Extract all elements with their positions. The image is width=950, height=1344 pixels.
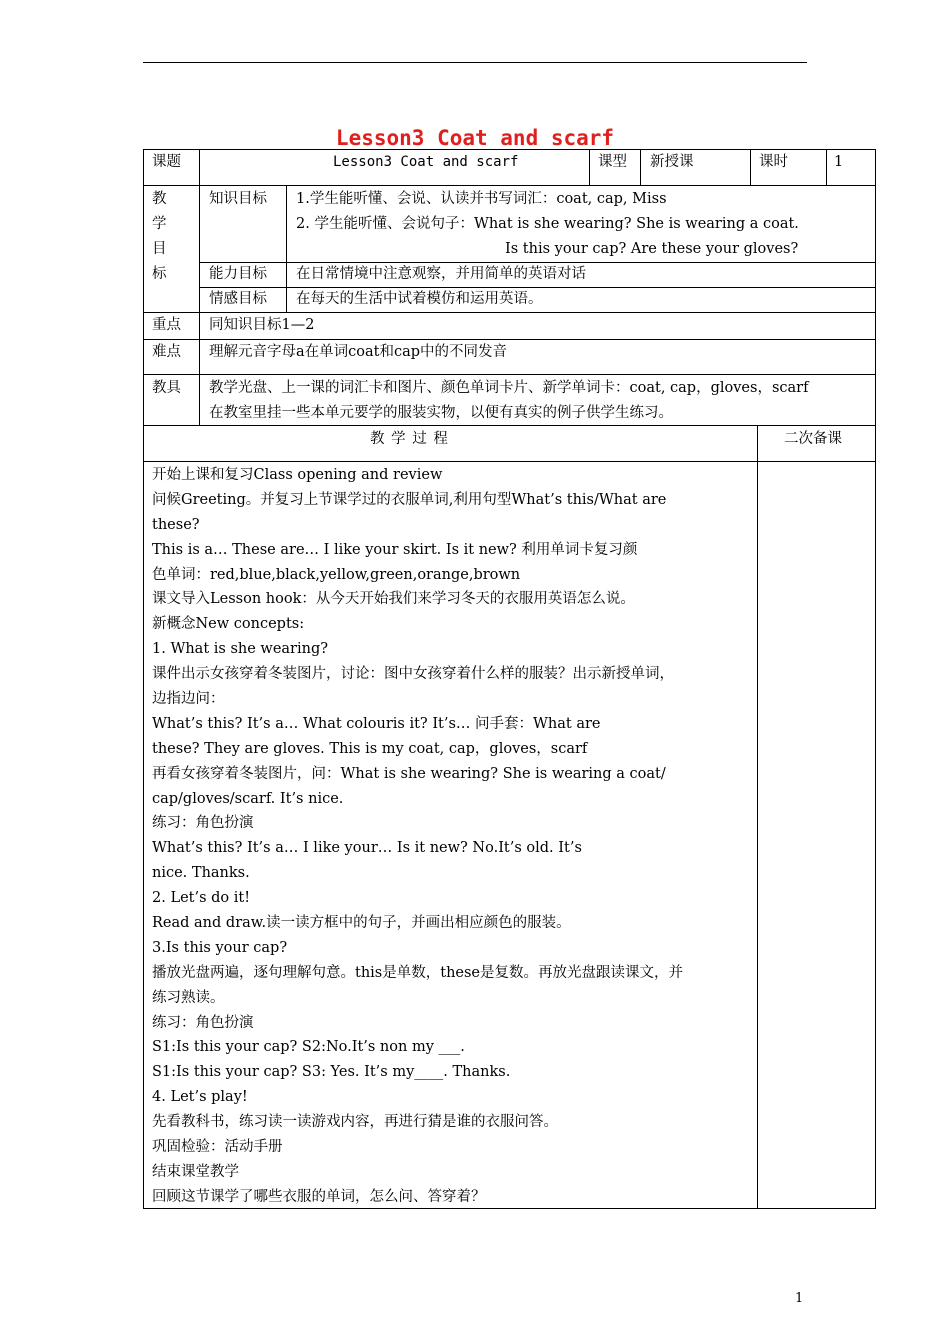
materials-line: 教学光盘、上一课的词汇卡和图片、颜色单词卡片、新学单词卡：coat, cap，gloves，scarf	[209, 380, 809, 396]
materials-line: 在教室里挂一些本单元要学的服装实物，以便有真实的例子供学生练习。	[209, 405, 673, 421]
process-line: S1:Is this your cap? S2:No.It’s non my ___.	[152, 1039, 465, 1056]
process-line: 再看女孩穿着冬装图片，问：What is she wearing? She is wearing a coat/	[152, 765, 666, 782]
goals-label-char: 目	[152, 241, 167, 257]
difficulty-text: 理解元音字母a在单词coat和cap中的不同发音	[209, 344, 508, 360]
key-point-text: 同知识目标1—2	[209, 317, 315, 333]
process-line: these? They are gloves. This is my coat, cap，gloves，scarf	[152, 740, 588, 757]
knowledge-goal-label: 知识目标	[209, 191, 267, 207]
process-line: 播放光盘两遍，逐句理解句意。this是单数，these是复数。再放光盘跟读课文，并	[152, 964, 684, 981]
materials-label: 教具	[152, 380, 181, 396]
process-line: cap/gloves/scarf. It’s nice.	[152, 790, 344, 807]
type-label: 课型	[598, 154, 627, 170]
header-rule	[143, 62, 807, 63]
process-line: 先看教科书，练习读一读游戏内容，再进行猜是谁的衣服问答。	[152, 1114, 558, 1131]
knowledge-goal-line: 1.学生能听懂、会说、认读并书写词汇：coat, cap, Miss	[296, 191, 667, 207]
goals-label-char: 学	[152, 216, 167, 232]
goals-label-char: 教	[152, 191, 167, 207]
process-line: 2. Let’s do it!	[152, 890, 251, 907]
difficulty-label: 难点	[152, 344, 181, 360]
ability-goal-label: 能力目标	[209, 266, 267, 282]
topic-label: 课题	[152, 154, 181, 170]
emotion-goal-text: 在每天的生活中试着模仿和运用英语。	[296, 291, 543, 307]
process-line: S1:Is this your cap? S3: Yes. It’s my____. Thanks.	[152, 1064, 511, 1081]
key-point-label: 重点	[152, 317, 181, 333]
secondary-prep-header: 二次备课	[784, 431, 842, 447]
period-value: 1	[834, 154, 844, 170]
knowledge-goal-line: 2. 学生能听懂、会说句子：What is she wearing? She is wearing a coat.	[296, 216, 799, 232]
process-line: 边指边问：	[152, 691, 225, 708]
process-line: 4. Let’s play!	[152, 1089, 248, 1106]
process-line: 结束课堂教学	[152, 1163, 239, 1180]
document-title: Lesson3 Coat and scarf	[335, 126, 615, 150]
process-line: 3.Is this your cap?	[152, 939, 288, 956]
process-line: 开始上课和复习Class opening and review	[152, 467, 443, 483]
process-line: 巩固检验：活动手册	[152, 1139, 283, 1156]
process-line: 练习熟读。	[152, 989, 225, 1006]
type-value: 新授课	[650, 154, 694, 170]
process-line: 色单词：red,blue,black,yellow,green,orange,brown	[152, 566, 521, 583]
process-header: 教 学 过 程	[370, 431, 449, 447]
process-line: Read and draw.读一读方框中的句子，并画出相应颜色的服装。	[152, 915, 571, 932]
page-number: 1	[795, 1291, 804, 1306]
topic-value: Lesson3 Coat and scarf	[333, 154, 519, 170]
process-line: 练习：角色扮演	[152, 1014, 254, 1031]
process-line: 课件出示女孩穿着冬装图片，讨论：图中女孩穿着什么样的服装？出示新授单词，	[152, 666, 674, 683]
process-line: 1. What is she wearing?	[152, 641, 329, 658]
process-line: This is a… These are… I like your skirt. Is it new? 利用单词卡复习颜	[152, 541, 638, 558]
period-label: 课时	[759, 154, 788, 170]
ability-goal-text: 在日常情境中注意观察，并用简单的英语对话	[296, 266, 586, 282]
process-line: 新概念New concepts:	[152, 616, 305, 633]
process-line: What’s this? It’s a… I like your… Is it new? No.It’s old. It’s	[152, 840, 582, 857]
process-line: What’s this? It’s a… What colouris it? It’s… 问手套：What are	[152, 715, 601, 732]
process-line: 问候Greeting。并复习上节课学过的衣服单词,利用句型What’s this/What are	[152, 491, 667, 508]
process-line: 练习：角色扮演	[152, 815, 254, 832]
process-body	[152, 463, 752, 1210]
process-line: 课文导入Lesson hook：从今天开始我们来学习冬天的衣服用英语怎么说。	[152, 591, 635, 608]
process-line: nice. Thanks.	[152, 865, 250, 882]
process-line: these?	[152, 516, 200, 533]
process-line: 回顾这节课学了哪些衣服的单词，怎么问、答穿着？	[152, 1188, 486, 1205]
knowledge-goal-line: Is this your cap? Are these your gloves?	[505, 241, 799, 257]
goals-label-char: 标	[152, 266, 167, 282]
emotion-goal-label: 情感目标	[209, 291, 267, 307]
